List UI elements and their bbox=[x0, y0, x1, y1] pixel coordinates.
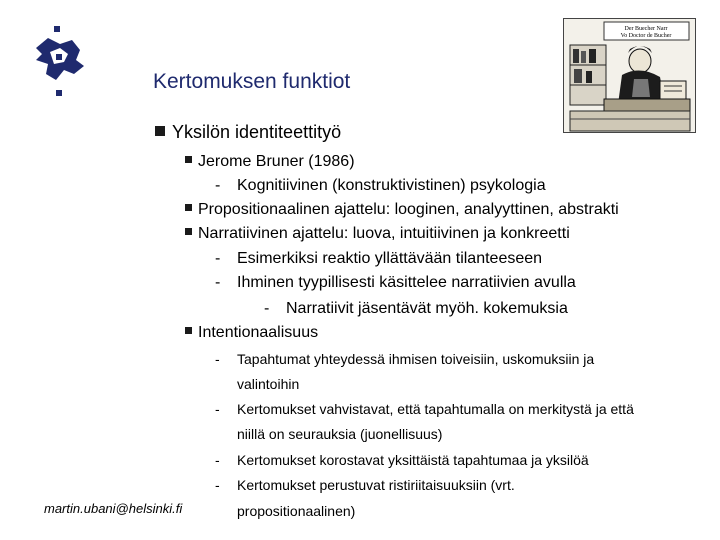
sub-bullet-korostavat bbox=[215, 452, 589, 468]
bullet-text: Narratiivinen ajattelu: luova, intuitiivinen ja konkreetti bbox=[198, 225, 570, 242]
bullet-text: Yksilön identiteettityö bbox=[172, 122, 342, 142]
bullet-jerome-bruner bbox=[185, 153, 355, 171]
dash-marker: - bbox=[215, 401, 220, 417]
bullet-text: Kertomukset vahvistavat, että tapahtumalla on merkitystä ja että bbox=[237, 401, 634, 417]
bullet-text: Ihminen tyypillisesti käsittelee narratiivien avulla bbox=[237, 274, 576, 291]
square-bullet-icon bbox=[155, 126, 165, 136]
sub-sub-bullet-narratiivit bbox=[264, 300, 568, 318]
bullet-text: Narratiivit jäsentävät myöh. kokemuksia bbox=[286, 300, 568, 317]
sub-bullet-perustuvat-cont: propositionaalinen) bbox=[237, 503, 356, 519]
square-bullet-icon bbox=[185, 228, 192, 235]
sub-bullet-vahvistavat-cont: niillä on seurauksia (juonellisuus) bbox=[237, 426, 443, 442]
slide-title: Kertomuksen funktiot bbox=[153, 70, 351, 93]
bullet-text: Intentionaalisuus bbox=[198, 324, 319, 341]
dash-marker: - bbox=[215, 351, 220, 367]
sub-bullet-esimerkiksi bbox=[215, 250, 542, 268]
dash-marker: - bbox=[215, 477, 220, 493]
bullet-propositionaalinen bbox=[185, 201, 619, 219]
bullet-text: Kognitiivinen (konstruktivistinen) psykologia bbox=[237, 177, 546, 194]
university-logo-icon bbox=[26, 26, 90, 98]
woodcut-caption-1: Der Buecher Narr bbox=[624, 26, 668, 32]
bullet-text: Kertomukset korostavat yksittäistä tapahtumaa ja yksilöä bbox=[237, 452, 589, 468]
sub-bullet-tapahtumat-cont: valintoihin bbox=[237, 376, 300, 392]
bullet-text: Tapahtumat yhteydessä ihmisen toiveisiin, uskomuksiin ja bbox=[237, 351, 595, 367]
sub-bullet-ihminen bbox=[215, 274, 576, 292]
woodcut-scholar-illustration-icon bbox=[563, 18, 696, 133]
sub-bullet-vahvistavat bbox=[215, 401, 634, 417]
square-bullet-icon bbox=[185, 327, 192, 334]
sub-bullet-kognitiivinen bbox=[215, 177, 546, 195]
dash-marker: - bbox=[215, 177, 221, 194]
dash-marker: - bbox=[215, 250, 221, 267]
bullet-text: Kertomukset perustuvat ristiriitaisuuksiin (vrt. bbox=[237, 477, 515, 493]
bullet-text: Propositionaalinen ajattelu: looginen, analyyttinen, abstrakti bbox=[198, 201, 619, 218]
bullet-yksilon-identiteettityo bbox=[155, 122, 341, 143]
dash-marker: - bbox=[215, 452, 220, 468]
square-bullet-icon bbox=[185, 204, 192, 211]
square-bullet-icon bbox=[185, 156, 192, 163]
dash-marker: - bbox=[215, 274, 221, 291]
bullet-narratiivinen bbox=[185, 225, 570, 243]
footer-email: martin.ubani@helsinki.fi bbox=[44, 501, 183, 516]
bullet-text: Jerome Bruner (1986) bbox=[198, 153, 355, 170]
sub-bullet-perustuvat bbox=[215, 477, 515, 493]
bullet-intentionaalisuus bbox=[185, 324, 318, 342]
sub-bullet-tapahtumat bbox=[215, 351, 594, 367]
woodcut-caption-2: Vo Doctor de Bucher bbox=[620, 33, 672, 39]
bullet-text: Esimerkiksi reaktio yllättävään tilanteeseen bbox=[237, 250, 543, 267]
dash-marker: - bbox=[264, 300, 270, 317]
